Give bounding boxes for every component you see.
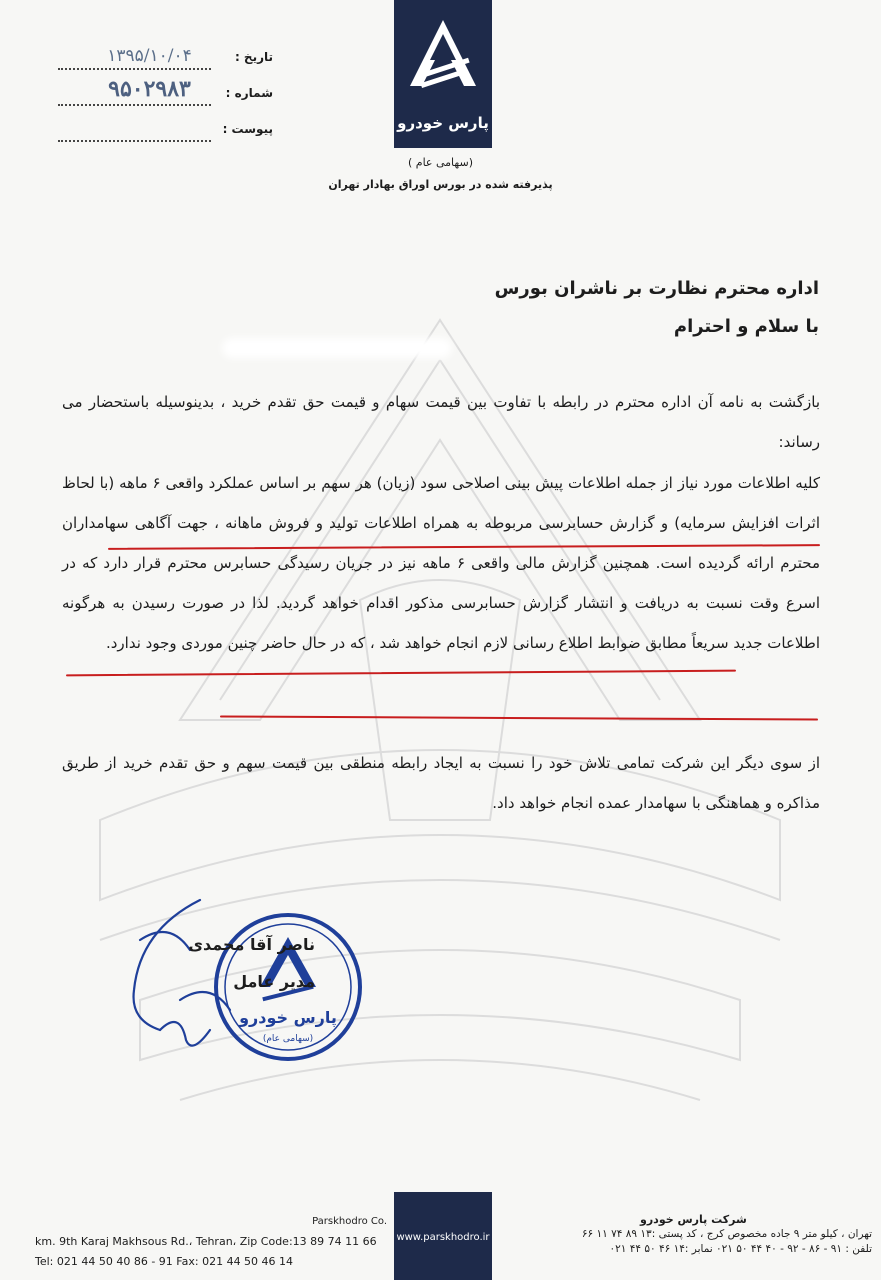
footer-address-en: km. 9th Karaj Makhsous Rd.، Tehran، Zip Code:13 89 74 11 66 [35, 1235, 377, 1248]
footer-phone-en: Tel: 021 44 50 40 86 - 91 Fax: 021 44 50 46 14 [35, 1255, 294, 1268]
addressee-block [319, 270, 819, 346]
seal-subtext: (سهامی عام) [262, 1034, 314, 1044]
company-type: (سهامی عام ) [407, 156, 473, 169]
redacted-area [222, 338, 452, 358]
body-paragraph-1: بازگشت به نامه آن اداره محترم در رابطه با تفاوت بین قیمت سهام و قیمت حق تقدم خرید ، بدینوسیله باستحضار می رساند: [62, 393, 820, 451]
date-value: ۱۳۹۵/۱۰/۰۴ [107, 46, 192, 66]
date-dotted-line [58, 68, 211, 70]
greeting-line: با سلام و احترام [673, 316, 819, 337]
footer-company-fa: شرکت پارس خودرو [640, 1213, 747, 1226]
company-logo [394, 0, 492, 148]
body-paragraph-2: کلیه اطلاعات مورد نیاز از جمله اطلاعات پیش بینی اصلاحی سود (زیان) هر سهم بر اساس عملکرد واقعی ۶ ماهه (با لحاظ اثرات افزایش سرمایه) و گزارش حسابرسی مربوطه به همراه اطلاعات تولید و فروش ماهانه ، جهت آگاهی سهامداران محترم ارائه گردیده است. همچنین گزارش مالی واقعی ۶ ماهه نیز در جریان رسیدگی حسابرس محترم قرار دارد که در اسرع وقت نسبت به دریافت و انتشار گزارش حسابرسی مذکور اقدام خواهد گردید. لذا در صورت رسیدن به هرگونه اطلاعات جدید سریعاً مطابق ضوابط اطلاع رسانی لازم انجام خواهد شد ، که در حال حاضر چنین موردی وجود ندارد. [62, 474, 821, 652]
footer-phone-fa: تلفن : ۹۱ - ۸۶ - ۹۲ - ۴۰ ۴۴ ۵۰ ۰۲۱ نمابر :۱۴ ۴۶ ۵۰ ۴۴ ۰۲۱ [609, 1243, 872, 1255]
signer-title: مدیر عامل [233, 972, 315, 991]
number-value: ۹۵۰۲۹۸۳ [108, 76, 191, 102]
addressee-line: اداره محترم نظارت بر ناشران بورس [494, 278, 819, 299]
footer-company-en: Parskhodro Co. [312, 1216, 387, 1227]
attachment-label: پیوست : [222, 122, 273, 136]
footer-address-fa: تهران ، کیلو متر ۹ جاده مخصوص کرج ، کد پستی :۱۳ ۸۹ ۷۴ ۱۱ ۶۶ [581, 1228, 872, 1240]
footer-brand-box [394, 1192, 492, 1280]
signer-name: ناصر آقا محمدی [188, 935, 315, 954]
attachment-dotted-line [58, 140, 211, 142]
attachment-row [58, 122, 273, 144]
company-listing: پذیرفته شده در بورس اوراق بهادار تهران [328, 178, 553, 191]
number-label: شماره : [225, 86, 273, 100]
date-label: تاریخ : [234, 50, 273, 64]
seal-text: پارس خودرو [239, 1008, 337, 1027]
body-paragraph-3: از سوی دیگر این شرکت تمامی تلاش خود را نسبت به ایجاد رابطه منطقی بین قیمت سهم و حق تقدم خرید از طریق مذاکره و هماهنگی با سهامدار عمده انجام خواهد داد. [62, 754, 820, 812]
number-row [58, 76, 273, 108]
date-row [58, 46, 273, 72]
footer-english [35, 1212, 387, 1272]
number-dotted-line [58, 104, 211, 106]
footer-website-link[interactable]: www.parskhodro.ir [396, 1232, 490, 1243]
footer-persian [500, 1212, 872, 1257]
parskhodro-logo-icon [394, 4, 492, 114]
logo-text: پارس خودرو [397, 114, 489, 132]
